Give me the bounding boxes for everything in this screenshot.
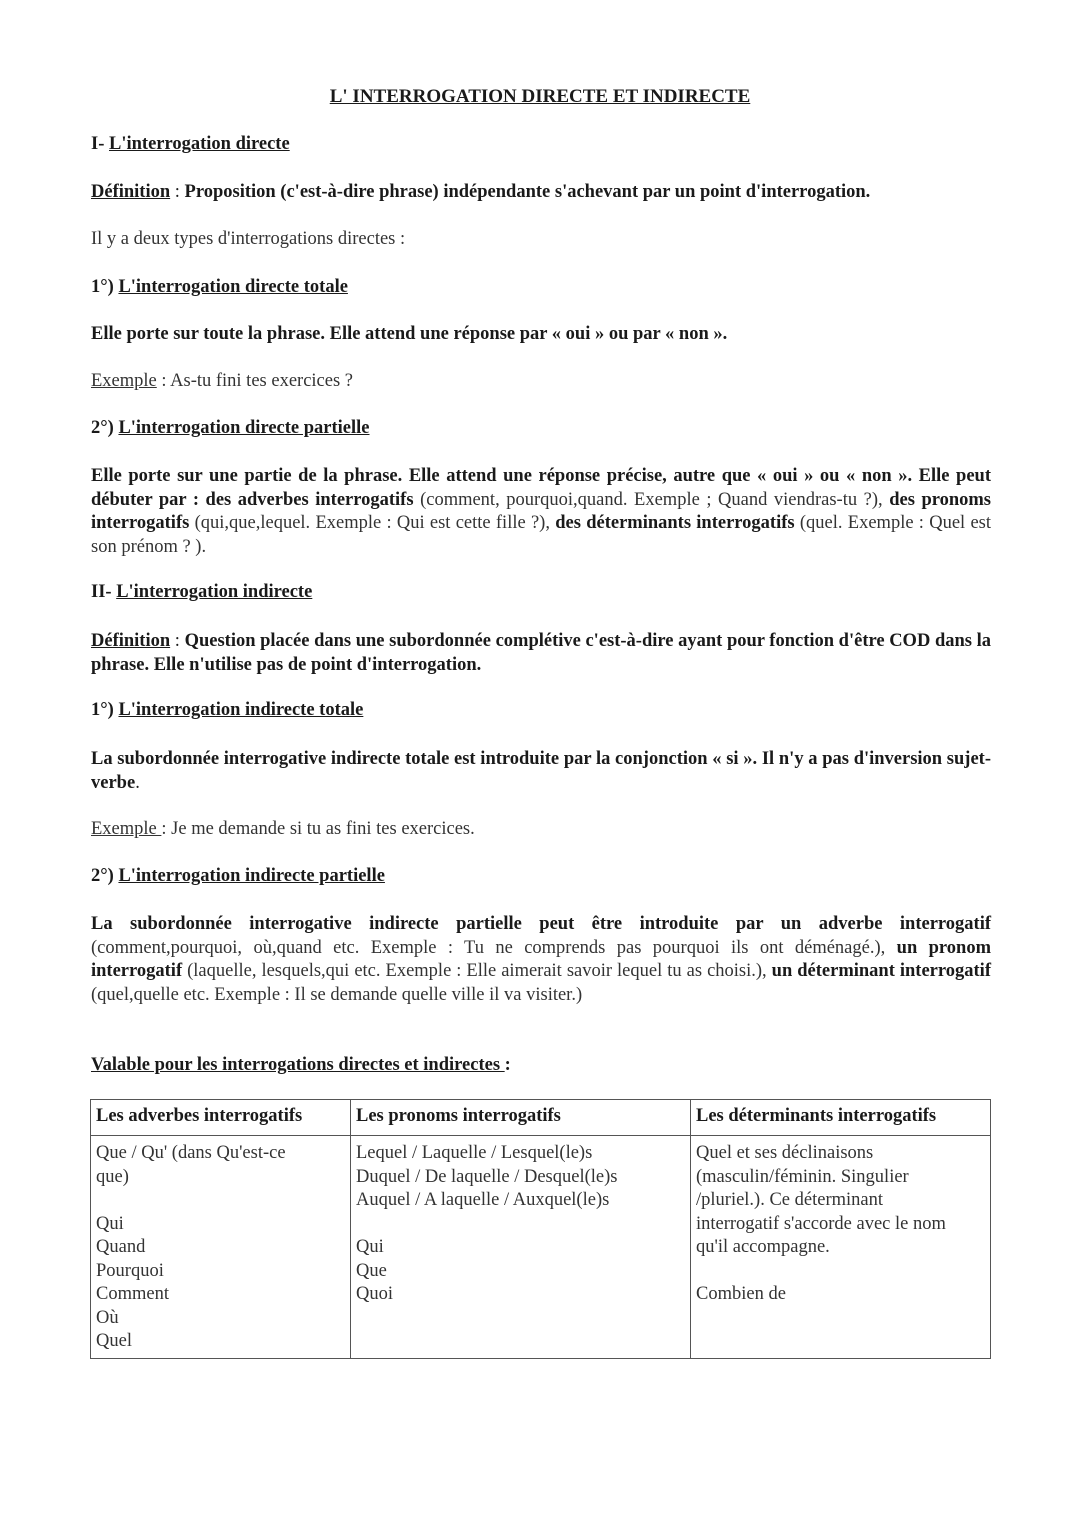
paragraph-text-1: (comment, pourquoi,quand. Exemple ; Quand viendras-tu ?), xyxy=(413,489,890,510)
subsection-title: L'interrogation directe totale xyxy=(118,277,348,297)
paragraph-bold-1: La subordonnée interrogative indirecte partielle peut être introduite par un adverbe interrogatif xyxy=(91,914,991,934)
list-item: Auquel / A laquelle / Auxquel(le)s xyxy=(356,1190,610,1210)
definition-separator: : xyxy=(170,631,185,651)
section-1-intro: Il y a deux types d'interrogations directes : xyxy=(91,229,406,249)
subsection-title: L'interrogation indirecte partielle xyxy=(118,866,385,886)
spacer xyxy=(96,1189,345,1213)
spacer xyxy=(696,1260,985,1284)
list-item: Quel et ses déclinaisons xyxy=(696,1143,874,1163)
list-item: Comment xyxy=(96,1284,169,1304)
list-item: interrogatif s'accorde avec le nom xyxy=(696,1213,946,1234)
table-row xyxy=(91,1136,991,1359)
subsection-2-2-paragraph xyxy=(91,913,991,1007)
table-header-pronoms: Les pronoms interrogatifs xyxy=(351,1100,691,1136)
section-2-heading xyxy=(91,582,991,603)
list-item: Lequel / Laquelle / Lesquel(le)s xyxy=(356,1143,593,1163)
paragraph-bold-2: un pronom interrogatif xyxy=(91,937,991,981)
subsection-number: 1°) xyxy=(91,700,119,720)
list-item: Combien de xyxy=(696,1284,786,1304)
section-1-title: L'interrogation directe xyxy=(109,134,290,154)
list-item: Pourquoi xyxy=(96,1260,164,1281)
rule-text: La subordonnée interrogative indirecte totale est introduite par la conjonction « si ». Il n'y a pas d'inversion sujet-verbe xyxy=(91,749,991,793)
list-item: /pluriel.). Ce déterminant xyxy=(696,1190,883,1210)
spacer xyxy=(356,1213,685,1237)
paragraph-text-2: (laquelle, lesquels,qui etc. Exemple : Elle aimerait savoir lequel tu as choisi.), xyxy=(182,961,772,981)
list-item: (masculin/féminin. Singulier xyxy=(696,1166,909,1187)
example-label: Exemple xyxy=(91,371,157,391)
table-header-row xyxy=(91,1100,991,1136)
list-item: que) xyxy=(96,1166,129,1187)
table-cell-pronoms xyxy=(351,1136,691,1359)
subsection-2-1-text xyxy=(91,748,991,795)
example-label: Exemple xyxy=(91,819,162,839)
paragraph-text-2: (qui,que,lequel. Exemple : Qui est cette fille ?), xyxy=(189,513,556,533)
section-1-definition xyxy=(91,182,991,203)
list-item: Quoi xyxy=(356,1284,393,1304)
subsection-number: 1°) xyxy=(91,277,119,297)
page-title: L' INTERROGATION DIRECTE ET INDIRECTE xyxy=(329,86,751,107)
subsection-2-1-example xyxy=(91,819,991,840)
paragraph-text-3: (quel. Exemple : Quel est son prénom ? ). xyxy=(91,513,992,557)
list-item: Où xyxy=(96,1307,119,1328)
subsection-number: 2°) xyxy=(91,866,119,886)
section-2-number: II- xyxy=(91,582,117,602)
subsection-2-2-heading xyxy=(91,866,991,887)
table-cell-determinants xyxy=(691,1136,991,1359)
list-item: Quel xyxy=(96,1331,132,1351)
valable-heading xyxy=(91,1055,991,1076)
paragraph-text-1: (comment,pourquoi, où,quand etc. Exemple : Tu ne comprends pas pourquoi ils ont déménagé.), xyxy=(91,937,897,958)
subsection-1-2-paragraph xyxy=(91,465,991,559)
table-header-adverbes: Les adverbes interrogatifs xyxy=(91,1100,351,1136)
table-cell-adverbes xyxy=(91,1136,351,1359)
paragraph-bold-2: des pronoms interrogatifs xyxy=(91,489,992,533)
paragraph-bold-3: des déterminants interrogatifs xyxy=(555,513,795,533)
definition-text: Proposition (c'est-à-dire phrase) indépendante s'achevant par un point d'interrogation. xyxy=(184,182,871,202)
valable-colon: : xyxy=(504,1055,511,1075)
list-item: Qui xyxy=(96,1213,124,1234)
list-item: Quand xyxy=(96,1237,146,1257)
section-2-definition xyxy=(91,630,991,677)
valable-label: Valable pour les interrogations directes et indirectes xyxy=(91,1055,505,1075)
rule-text: Elle porte sur toute la phrase. Elle attend une réponse par « oui » ou par « non ». xyxy=(91,324,728,344)
subsection-number: 2°) xyxy=(91,418,119,438)
subsection-2-1-heading xyxy=(91,700,991,721)
definition-label: Définition xyxy=(91,631,171,651)
section-2-title: L'interrogation indirecte xyxy=(116,582,313,602)
example-text: : As-tu fini tes exercices ? xyxy=(156,371,354,391)
list-item: Que xyxy=(356,1260,387,1281)
subsection-1-2-heading xyxy=(91,418,991,439)
definition-label: Définition xyxy=(91,182,171,202)
subsection-1-1-example xyxy=(91,371,991,392)
section-1-number: I- xyxy=(91,134,109,154)
paragraph-bold-1: Elle porte sur une partie de la phrase. Elle attend une réponse précise, autre que « oui » ou « non ». Elle peut débuter par : des adverbes interrogatifs xyxy=(91,466,991,510)
list-item: Que / Qu' (dans Qu'est-ce xyxy=(96,1143,286,1163)
list-item: Duquel / De laquelle / Desquel(le)s xyxy=(356,1166,618,1187)
section-1-heading xyxy=(91,134,991,155)
subsection-1-1-heading xyxy=(91,277,991,298)
definition-separator: : xyxy=(170,182,185,202)
example-text: : Je me demande si tu as fini tes exercices. xyxy=(161,819,475,839)
subsection-title: L'interrogation directe partielle xyxy=(118,418,370,438)
definition-text: Question placée dans une subordonnée complétive c'est-à-dire ayant pour fonction d'être COD dans la phrase. Elle n'utilise pas de point d'interrogation. xyxy=(91,631,991,675)
list-item: qu'il accompagne. xyxy=(696,1237,830,1257)
subsection-1-1-text xyxy=(91,324,991,345)
rule-text-end: . xyxy=(135,772,140,793)
paragraph-bold-3: un déterminant interrogatif xyxy=(771,961,991,981)
interrogatives-table xyxy=(90,1099,991,1359)
paragraph-text-3: (quel,quelle etc. Exemple : Il se demande quelle ville il va visiter.) xyxy=(91,984,583,1005)
table-header-determinants: Les déterminants interrogatifs xyxy=(691,1100,991,1136)
subsection-title: L'interrogation indirecte totale xyxy=(118,700,364,720)
list-item: Qui xyxy=(356,1237,384,1257)
